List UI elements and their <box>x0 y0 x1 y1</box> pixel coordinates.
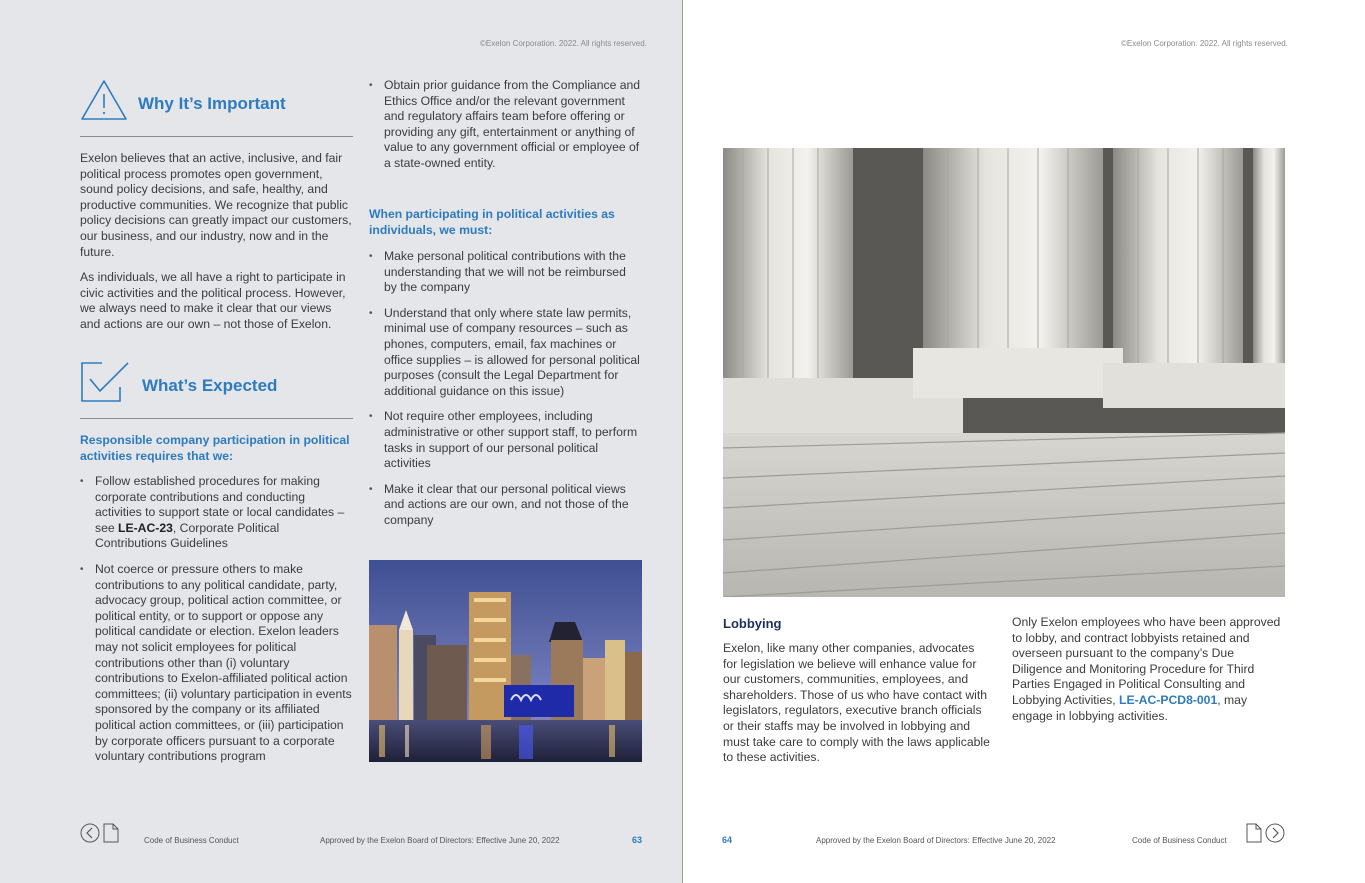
list-item: • Understand that only where state law permits, minimal use of company resources – such as phones, computers, email, fax machines or office supplies – is allowed for personal political purposes (consult the Legal Department for additional guidance on this issue) <box>369 306 641 400</box>
footer-title-left: Code of Business Conduct <box>144 836 239 845</box>
company-participation-subhead: Responsible company participation in political activities requires that we: <box>80 433 350 463</box>
divider <box>80 418 353 419</box>
footer-approved-left: Approved by the Exelon Board of Directors: Effective June 20, 2022 <box>320 836 560 845</box>
list-item: • Not coerce or pressure others to make contributions to any political candidate, party, advocacy group, political action committee, or political entity, or to support or oppose any political candidate or election. Exelon leaders may not solicit employees for political contributions other than (i) voluntary contributions to Exelon-affiliated political action committees; (ii) voluntary participation in events sponsored by the company or its affiliated political action committees, or (iii) participation by corporate officers pursuant to a corporate voluntary contributions program <box>80 562 352 765</box>
policy-code-le-ac-23: LE-AC-23 <box>118 520 173 535</box>
copyright-right: ©Exelon Corporation. 2022. All rights reserved. <box>1121 39 1288 48</box>
page-icon[interactable] <box>103 823 119 848</box>
why-paragraph-1: Exelon believes that an active, inclusive, and fair political process promotes open government, sound policy decisions, and safe, healthy, and productive communities. We recognize that public policy decisions can greatly impact our customers, our business, and our industry, now and in the future. <box>80 151 352 259</box>
why-paragraph-2: As individuals, we all have a right to participate in civic activities and the political process. However, we always need to make it clear that our views and actions are our own – not those of Exelon. <box>80 270 346 331</box>
page-spine <box>682 0 683 883</box>
list-item: • Make it clear that our personal political views and actions are our own, and not those of the company <box>369 482 641 529</box>
arrow-right-icon[interactable] <box>1265 823 1285 848</box>
individual-bullet-list <box>369 249 641 539</box>
warning-triangle-icon <box>80 79 128 126</box>
policy-link-le-ac-pcd8-001[interactable]: LE-AC-PCD8-001 <box>1119 692 1218 707</box>
columns-photo <box>723 148 1285 597</box>
page-number-left: 63 <box>632 835 643 845</box>
footer-approved-right: Approved by the Exelon Board of Directors: Effective June 20, 2022 <box>816 836 1056 845</box>
checkbox-check-icon <box>80 361 130 408</box>
list-item: • Make personal political contributions with the understanding that we will not be reimbursed by the company <box>369 249 641 296</box>
individual-participation-subhead: When participating in political activities as individuals, we must: <box>369 207 615 237</box>
divider <box>80 136 353 137</box>
list-item: • Follow established procedures for making corporate contributions and conducting activities to support state or local candidates – see LE-AC-23, Corporate Political Contributions Guidelines <box>80 474 352 552</box>
why-important-heading: Why It’s Important <box>138 94 286 113</box>
copyright-left: ©Exelon Corporation. 2022. All rights reserved. <box>480 39 647 48</box>
page-icon[interactable] <box>1246 823 1262 848</box>
city-skyline-photo <box>369 560 642 762</box>
page-number-right: 64 <box>722 835 733 845</box>
list-item: • Not require other employees, including administrative or other support staff, to perform tasks in support of our personal political activities <box>369 409 641 471</box>
arrow-left-icon[interactable] <box>80 823 100 848</box>
lobbying-paragraph-2: Only Exelon employees who have been approved to lobby, and contract lobbyists retained and overseen pursuant to the company’s Due Diligence and Monitoring Procedure for Third Parties Engaged in Political Consulting and Lobbying Activities, LE-AC-PCD8-001, may engage in lobbying activities. <box>1012 615 1281 723</box>
list-item: • Obtain prior guidance from the Compliance and Ethics Office and/or the relevant government and regulatory affairs team before offering or providing any gift, entertainment or anything of value to any government official or employee of a state-owned entity. <box>369 78 643 172</box>
lobbying-paragraph: Exelon, like many other companies, advocates for legislation we believe will enhance value for our customers, communities, employees, and shareholders. Those of us who have contact with legislators, regulators, executive branch officials or their staffs may be involved in lobbying and must take care to comply with the laws applicable to these activities. <box>723 641 990 765</box>
company-bullet-list <box>80 474 352 775</box>
whats-expected-heading: What’s Expected <box>142 376 278 395</box>
lobbying-title: Lobbying <box>723 616 782 631</box>
footer-title-right: Code of Business Conduct <box>1132 836 1227 845</box>
company-bullet-list-continued <box>369 78 643 182</box>
